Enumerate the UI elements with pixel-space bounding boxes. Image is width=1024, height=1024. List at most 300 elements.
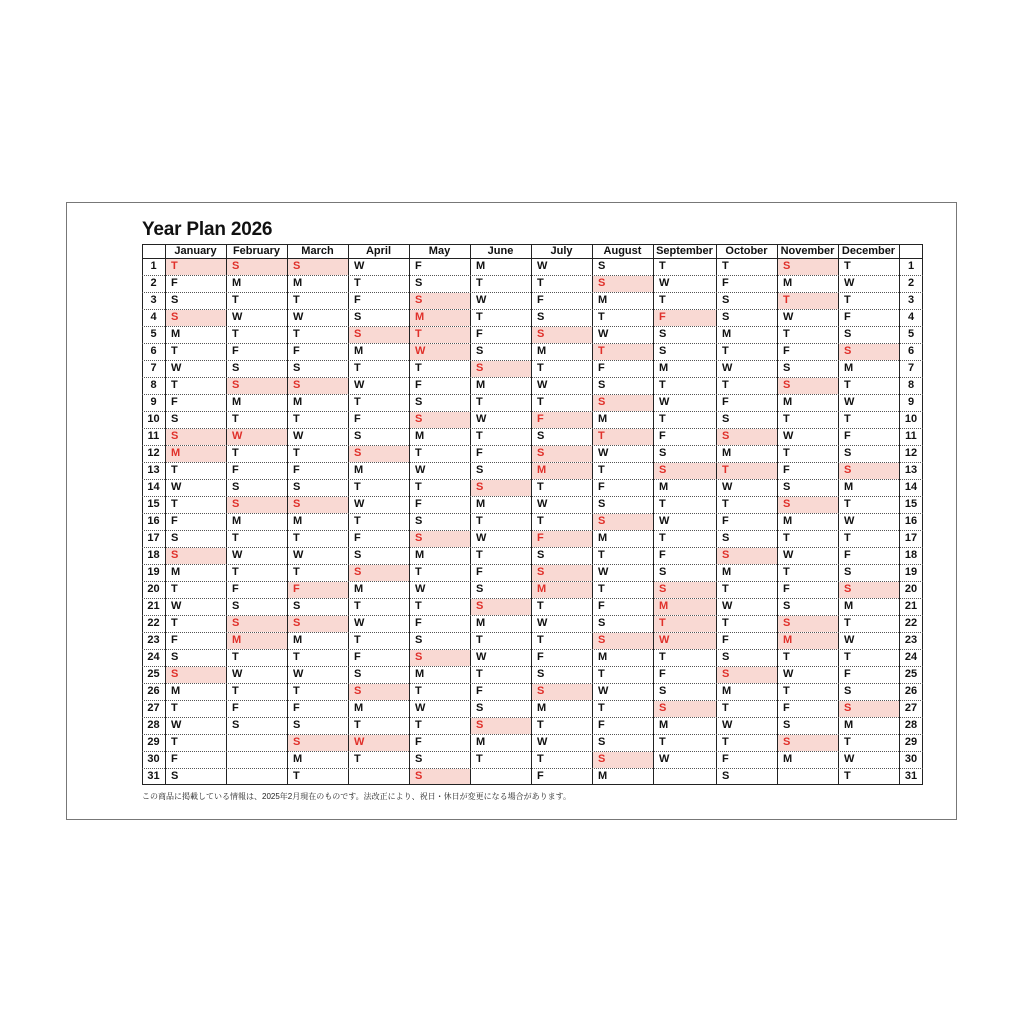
holiday-cell: S xyxy=(288,735,348,751)
holiday-cell: S xyxy=(532,684,592,700)
weekday-cell: M xyxy=(659,362,669,374)
holiday-cell: F xyxy=(654,310,716,326)
day-number: 19 xyxy=(904,566,918,578)
weekday-cell: M xyxy=(415,668,425,680)
weekday-cell: T xyxy=(844,379,851,391)
weekday-cell: F xyxy=(415,379,422,391)
holiday-cell: M xyxy=(532,463,592,479)
weekday-cell: M xyxy=(354,583,364,595)
weekday-cell: T xyxy=(537,515,544,527)
holiday-cell: S xyxy=(839,701,899,717)
weekday-cell: W xyxy=(537,736,548,748)
day-number: 29 xyxy=(147,736,160,748)
weekday-cell: W xyxy=(354,379,365,391)
grid-row-line xyxy=(142,615,923,616)
holiday-cell: T xyxy=(778,293,838,309)
grid-row-line xyxy=(142,244,923,245)
weekday-cell: S xyxy=(598,379,606,391)
weekday-cell: F xyxy=(722,277,729,289)
weekday-cell: M xyxy=(844,719,854,731)
grid-row-line xyxy=(142,598,923,599)
weekday-cell: W xyxy=(476,294,487,306)
day-number: 30 xyxy=(147,753,160,765)
weekday-cell: W xyxy=(783,549,794,561)
weekday-cell: T xyxy=(171,379,178,391)
weekday-cell: T xyxy=(232,328,239,340)
weekday-cell: F xyxy=(232,702,239,714)
holiday-cell: S xyxy=(166,548,226,564)
weekday-cell: W xyxy=(659,753,670,765)
weekday-cell: T xyxy=(232,447,239,459)
weekday-cell: S xyxy=(171,413,179,425)
weekday-cell: M xyxy=(354,702,364,714)
weekday-cell: T xyxy=(659,651,666,663)
weekday-cell: M xyxy=(783,277,793,289)
weekday-cell: S xyxy=(783,481,791,493)
day-number: 8 xyxy=(907,379,915,391)
day-number: 3 xyxy=(150,294,157,306)
weekday-cell: W xyxy=(293,311,304,323)
weekday-cell: T xyxy=(232,532,239,544)
day-number: 5 xyxy=(907,328,915,340)
weekday-cell: F xyxy=(783,464,790,476)
day-number: 6 xyxy=(907,345,915,357)
holiday-cell: S xyxy=(410,293,470,309)
weekday-cell: T xyxy=(598,702,605,714)
weekday-cell: M xyxy=(844,481,854,493)
year-calendar-grid xyxy=(142,244,923,785)
disclaimer-note: この商品に掲載している情報は、2025年2月現在のものです。法改正により、祝日・休日が変更になる場合があります。 xyxy=(142,792,571,801)
weekday-cell: M xyxy=(537,702,547,714)
weekday-cell: T xyxy=(659,498,666,510)
day-number: 15 xyxy=(904,498,918,510)
weekday-cell: W xyxy=(598,566,609,578)
weekday-cell: S xyxy=(783,719,791,731)
weekday-cell: T xyxy=(232,685,239,697)
weekday-cell: W xyxy=(783,430,794,442)
month-header: June xyxy=(487,245,514,257)
weekday-cell: W xyxy=(844,515,855,527)
holiday-cell: S xyxy=(410,412,470,428)
day-number: 15 xyxy=(147,498,160,510)
holiday-cell: S xyxy=(410,650,470,666)
weekday-cell: T xyxy=(722,702,729,714)
day-number: 11 xyxy=(147,430,160,442)
weekday-cell: W xyxy=(232,668,243,680)
weekday-cell: F xyxy=(598,481,605,493)
weekday-cell: T xyxy=(171,464,178,476)
grid-row-line xyxy=(142,632,923,633)
weekday-cell: T xyxy=(598,311,605,323)
holiday-cell: S xyxy=(778,735,838,751)
holiday-cell: S xyxy=(654,701,716,717)
weekday-cell: M xyxy=(722,685,732,697)
weekday-cell: T xyxy=(659,379,666,391)
weekday-cell: W xyxy=(171,481,182,493)
weekday-cell: F xyxy=(476,447,483,459)
weekday-cell xyxy=(349,769,409,785)
weekday-cell: W xyxy=(415,702,426,714)
month-header: January xyxy=(174,245,217,257)
grid-row-line xyxy=(142,784,923,785)
weekday-cell: S xyxy=(598,260,606,272)
weekday-cell: M xyxy=(476,260,486,272)
grid-row-line xyxy=(142,734,923,735)
weekday-cell: T xyxy=(783,685,790,697)
weekday-cell: W xyxy=(537,617,548,629)
weekday-cell: T xyxy=(293,532,300,544)
grid-row-line xyxy=(142,462,923,463)
weekday-cell: M xyxy=(659,481,669,493)
weekday-cell: S xyxy=(537,668,545,680)
weekday-cell: W xyxy=(415,583,426,595)
holiday-cell: S xyxy=(166,429,226,445)
weekday-cell: T xyxy=(232,566,239,578)
weekday-cell: F xyxy=(232,464,239,476)
day-number: 30 xyxy=(904,753,918,765)
weekday-cell: F xyxy=(476,328,483,340)
holiday-cell: T xyxy=(410,327,470,343)
weekday-cell: F xyxy=(415,736,422,748)
weekday-cell: F xyxy=(722,515,729,527)
day-number: 14 xyxy=(147,481,160,493)
weekday-cell: T xyxy=(354,634,361,646)
grid-row-line xyxy=(142,496,923,497)
weekday-cell: M xyxy=(722,328,732,340)
day-number: 20 xyxy=(904,583,918,595)
weekday-cell: S xyxy=(476,345,484,357)
weekday-cell: F xyxy=(232,345,239,357)
weekday-cell: F xyxy=(844,549,851,561)
weekday-cell: T xyxy=(415,362,422,374)
grid-row-line xyxy=(142,564,923,565)
weekday-cell: F xyxy=(354,294,361,306)
weekday-cell: T xyxy=(476,396,483,408)
weekday-cell: M xyxy=(293,634,303,646)
weekday-cell: M xyxy=(354,464,364,476)
weekday-cell: M xyxy=(293,515,303,527)
weekday-cell: F xyxy=(171,396,178,408)
weekday-cell: T xyxy=(476,515,483,527)
day-number: 25 xyxy=(904,668,918,680)
weekday-cell: F xyxy=(598,600,605,612)
weekday-cell: M xyxy=(598,413,608,425)
weekday-cell: T xyxy=(171,617,178,629)
weekday-cell: T xyxy=(476,634,483,646)
weekday-cell: S xyxy=(476,702,484,714)
weekday-cell: T xyxy=(415,447,422,459)
weekday-cell: F xyxy=(232,583,239,595)
weekday-cell: M xyxy=(232,396,242,408)
weekday-cell: F xyxy=(171,753,178,765)
holiday-cell: S xyxy=(778,497,838,513)
weekday-cell: F xyxy=(354,413,361,425)
day-number: 10 xyxy=(147,413,160,425)
grid-row-line xyxy=(142,445,923,446)
day-number: 16 xyxy=(147,515,160,527)
grid-row-line xyxy=(142,377,923,378)
weekday-cell: S xyxy=(171,651,179,663)
weekday-cell: T xyxy=(659,736,666,748)
weekday-cell: T xyxy=(844,260,851,272)
weekday-cell: T xyxy=(232,651,239,663)
weekday-cell: F xyxy=(354,651,361,663)
holiday-cell: S xyxy=(593,276,653,292)
weekday-cell: T xyxy=(598,464,605,476)
weekday-cell: T xyxy=(598,668,605,680)
weekday-cell: F xyxy=(722,634,729,646)
holiday-cell: S xyxy=(839,582,899,598)
day-number: 25 xyxy=(147,668,160,680)
weekday-cell: M xyxy=(171,328,181,340)
weekday-cell: T xyxy=(844,413,851,425)
holiday-cell: S xyxy=(839,344,899,360)
weekday-cell: S xyxy=(844,328,852,340)
day-number: 23 xyxy=(147,634,160,646)
weekday-cell: S xyxy=(415,634,423,646)
day-number: 31 xyxy=(147,770,160,782)
weekday-cell: S xyxy=(844,566,852,578)
weekday-cell: F xyxy=(844,311,851,323)
weekday-cell: S xyxy=(415,277,423,289)
holiday-cell: S xyxy=(532,446,592,462)
day-number: 19 xyxy=(147,566,160,578)
weekday-cell: W xyxy=(783,668,794,680)
weekday-cell: T xyxy=(354,515,361,527)
day-number: 22 xyxy=(904,617,918,629)
month-header: October xyxy=(725,245,768,257)
weekday-cell: T xyxy=(783,413,790,425)
month-header: May xyxy=(428,245,451,257)
grid-row-line xyxy=(142,479,923,480)
weekday-cell: F xyxy=(537,770,544,782)
grid-row-line xyxy=(142,428,923,429)
holiday-cell: M xyxy=(778,633,838,649)
day-number: 2 xyxy=(150,277,157,289)
day-number: 1 xyxy=(907,260,915,272)
weekday-cell: T xyxy=(537,481,544,493)
day-number: 26 xyxy=(147,685,160,697)
weekday-cell: T xyxy=(415,481,422,493)
weekday-cell: F xyxy=(537,651,544,663)
weekday-cell: W xyxy=(783,311,794,323)
weekday-cell: T xyxy=(537,719,544,731)
weekday-cell: M xyxy=(476,379,486,391)
weekday-cell: T xyxy=(293,566,300,578)
month-header: August xyxy=(603,245,642,257)
weekday-cell: S xyxy=(171,294,179,306)
weekday-cell: W xyxy=(476,651,487,663)
holiday-cell: F xyxy=(532,412,592,428)
weekday-cell: W xyxy=(232,311,243,323)
weekday-cell: T xyxy=(476,311,483,323)
weekday-cell: S xyxy=(354,668,362,680)
day-number: 9 xyxy=(150,396,157,408)
weekday-cell: M xyxy=(844,600,854,612)
weekday-cell: F xyxy=(476,566,483,578)
weekday-cell: T xyxy=(722,583,729,595)
grid-row-line xyxy=(142,309,923,310)
holiday-cell: S xyxy=(349,684,409,700)
weekday-cell: M xyxy=(844,362,854,374)
weekday-cell: T xyxy=(354,396,361,408)
day-number: 5 xyxy=(150,328,157,340)
weekday-cell: T xyxy=(844,532,851,544)
grid-row-line xyxy=(142,649,923,650)
grid-row-line xyxy=(142,768,923,769)
weekday-cell: M xyxy=(783,753,793,765)
weekday-cell: M xyxy=(354,345,364,357)
day-number: 7 xyxy=(150,362,157,374)
weekday-cell: T xyxy=(415,566,422,578)
weekday-cell: T xyxy=(171,498,178,510)
weekday-cell: W xyxy=(171,719,182,731)
holiday-cell: S xyxy=(593,395,653,411)
weekday-cell: W xyxy=(537,498,548,510)
holiday-cell: T xyxy=(593,429,653,445)
weekday-cell: T xyxy=(293,447,300,459)
weekday-cell: T xyxy=(476,668,483,680)
day-number: 31 xyxy=(904,770,918,782)
weekday-cell: W xyxy=(415,464,426,476)
day-number: 26 xyxy=(904,685,918,697)
holiday-cell: F xyxy=(532,531,592,547)
day-number: 14 xyxy=(904,481,918,493)
weekday-cell: F xyxy=(476,685,483,697)
holiday-cell: T xyxy=(717,463,777,479)
weekday-cell: S xyxy=(659,566,667,578)
weekday-cell: T xyxy=(293,651,300,663)
weekday-cell: T xyxy=(415,685,422,697)
holiday-cell: S xyxy=(288,616,348,632)
holiday-cell: S xyxy=(227,497,287,513)
weekday-cell: W xyxy=(293,430,304,442)
holiday-cell: S xyxy=(778,616,838,632)
weekday-cell: F xyxy=(415,617,422,629)
month-header: December xyxy=(841,245,896,257)
day-number: 17 xyxy=(147,532,160,544)
grid-row-line xyxy=(142,275,923,276)
weekday-cell: S xyxy=(476,464,484,476)
holiday-cell: S xyxy=(227,259,287,275)
holiday-cell: W xyxy=(410,344,470,360)
weekday-cell: S xyxy=(722,294,730,306)
weekday-cell: F xyxy=(659,668,666,680)
weekday-cell: T xyxy=(232,413,239,425)
weekday-cell: S xyxy=(537,430,545,442)
grid-row-line xyxy=(142,581,923,582)
holiday-cell: M xyxy=(166,446,226,462)
weekday-cell: W xyxy=(476,532,487,544)
weekday-cell: T xyxy=(293,685,300,697)
weekday-cell: M xyxy=(415,430,425,442)
holiday-cell: F xyxy=(288,582,348,598)
weekday-cell: T xyxy=(844,770,851,782)
weekday-cell: T xyxy=(354,753,361,765)
holiday-cell: S xyxy=(593,633,653,649)
day-number: 6 xyxy=(150,345,157,357)
page-title: Year Plan 2026 xyxy=(142,219,273,240)
month-header: April xyxy=(365,245,392,257)
weekday-cell: M xyxy=(476,617,486,629)
month-header: July xyxy=(550,245,573,257)
weekday-cell: T xyxy=(293,294,300,306)
grid-row-line xyxy=(142,751,923,752)
weekday-cell: F xyxy=(415,498,422,510)
weekday-cell: T xyxy=(722,260,729,272)
weekday-cell: M xyxy=(232,515,242,527)
day-number: 28 xyxy=(904,719,918,731)
day-number: 20 xyxy=(147,583,160,595)
holiday-cell: S xyxy=(654,463,716,479)
grid-row-line xyxy=(142,513,923,514)
weekday-cell xyxy=(227,752,287,768)
holiday-cell: S xyxy=(532,327,592,343)
weekday-cell xyxy=(227,769,287,785)
weekday-cell: T xyxy=(598,549,605,561)
holiday-cell: S xyxy=(410,531,470,547)
weekday-cell: F xyxy=(537,294,544,306)
day-number: 1 xyxy=(150,260,157,272)
weekday-cell: W xyxy=(722,719,733,731)
weekday-cell: S xyxy=(354,549,362,561)
weekday-cell: T xyxy=(537,362,544,374)
holiday-cell: S xyxy=(839,463,899,479)
day-number: 7 xyxy=(907,362,915,374)
weekday-cell: T xyxy=(722,617,729,629)
weekday-cell: F xyxy=(659,549,666,561)
weekday-cell: F xyxy=(722,396,729,408)
weekday-cell: T xyxy=(293,770,300,782)
weekday-cell: S xyxy=(354,430,362,442)
weekday-cell: T xyxy=(476,430,483,442)
weekday-cell: T xyxy=(783,328,790,340)
grid-row-line xyxy=(142,547,923,548)
weekday-cell: T xyxy=(415,600,422,612)
weekday-cell: T xyxy=(354,362,361,374)
weekday-cell: F xyxy=(598,719,605,731)
weekday-cell: F xyxy=(722,753,729,765)
weekday-cell: S xyxy=(171,532,179,544)
holiday-cell: S xyxy=(227,616,287,632)
weekday-cell: S xyxy=(722,413,730,425)
weekday-cell: F xyxy=(844,430,851,442)
weekday-cell: W xyxy=(476,413,487,425)
holiday-cell: S xyxy=(593,752,653,768)
day-number: 27 xyxy=(147,702,160,714)
holiday-cell: S xyxy=(654,582,716,598)
weekday-cell: T xyxy=(537,600,544,612)
day-number: 12 xyxy=(147,447,160,459)
weekday-cell: S xyxy=(659,345,667,357)
grid-row-line xyxy=(142,394,923,395)
weekday-cell: S xyxy=(293,362,301,374)
weekday-cell: M xyxy=(476,736,486,748)
weekday-cell: T xyxy=(783,566,790,578)
holiday-cell: S xyxy=(471,361,531,377)
holiday-cell: S xyxy=(288,378,348,394)
weekday-cell: T xyxy=(171,702,178,714)
weekday-cell: T xyxy=(171,583,178,595)
day-number: 9 xyxy=(907,396,915,408)
grid-row-line xyxy=(142,343,923,344)
weekday-cell: W xyxy=(537,379,548,391)
weekday-cell: S xyxy=(537,311,545,323)
weekday-cell: M xyxy=(598,294,608,306)
weekday-cell: M xyxy=(293,753,303,765)
grid-row-line xyxy=(142,530,923,531)
weekday-cell: T xyxy=(844,651,851,663)
